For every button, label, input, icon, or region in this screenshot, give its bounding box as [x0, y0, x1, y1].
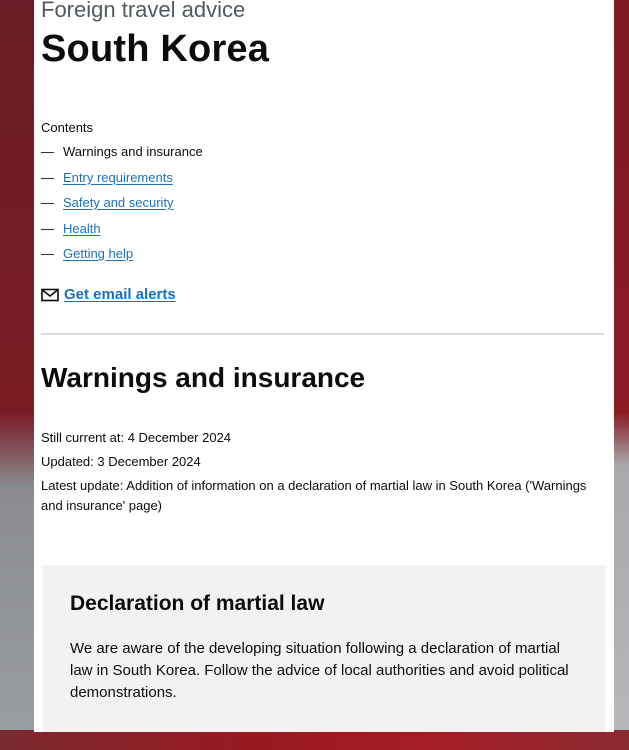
travel-advice-page [34, 0, 614, 732]
update-metadata [41, 426, 601, 516]
updated-text: Updated: 3 December 2024 [41, 454, 201, 469]
dash-marker: — [41, 144, 54, 159]
callout-body: We are aware of the developing situation following a declaration of martial law in South Korea. Follow the advice of local authorities and avoid political demonstrations. [70, 640, 569, 701]
email-alerts[interactable] [41, 286, 176, 303]
section-title: Warnings and insurance [41, 362, 366, 393]
contents-item-health[interactable] [41, 221, 601, 247]
contents-link-safety-and-security[interactable]: Safety and security [63, 195, 174, 210]
background-left [0, 0, 34, 750]
contents-item-entry-requirements[interactable] [41, 170, 601, 196]
martial-law-callout [43, 565, 605, 732]
page-eyebrow: Foreign travel advice [41, 0, 246, 22]
contents-link-health[interactable]: Health [63, 220, 101, 236]
background-bottom [0, 730, 629, 750]
section-divider [41, 333, 604, 335]
contents-item-warnings-and-insurance [41, 144, 601, 170]
mail-icon [41, 288, 59, 302]
contents-link-getting-help[interactable]: Getting help [63, 246, 134, 261]
still-current-text: Still current at: 4 December 2024 [41, 430, 232, 445]
callout-title: Declaration of martial law [70, 592, 325, 615]
dash-marker: — [41, 195, 54, 210]
contents-heading: Contents [41, 120, 94, 135]
get-email-alerts-link[interactable]: Get email alerts [64, 286, 176, 303]
dash-marker: — [41, 169, 54, 185]
contents-item-label: Warnings and insurance [63, 144, 203, 159]
contents-item-safety-and-security[interactable] [41, 195, 601, 221]
contents-link-entry-requirements[interactable]: Entry requirements [63, 169, 173, 185]
contents-list [41, 144, 601, 272]
dash-marker: — [41, 246, 54, 261]
latest-update-text: Latest update: Addition of information on a declaration of martial law in South Korea ('Warnings and insurance' page) [41, 478, 587, 513]
page-title: South Korea [41, 28, 270, 70]
contents-nav [41, 120, 601, 272]
contents-item-getting-help[interactable] [41, 246, 601, 272]
dash-marker: — [41, 220, 54, 236]
